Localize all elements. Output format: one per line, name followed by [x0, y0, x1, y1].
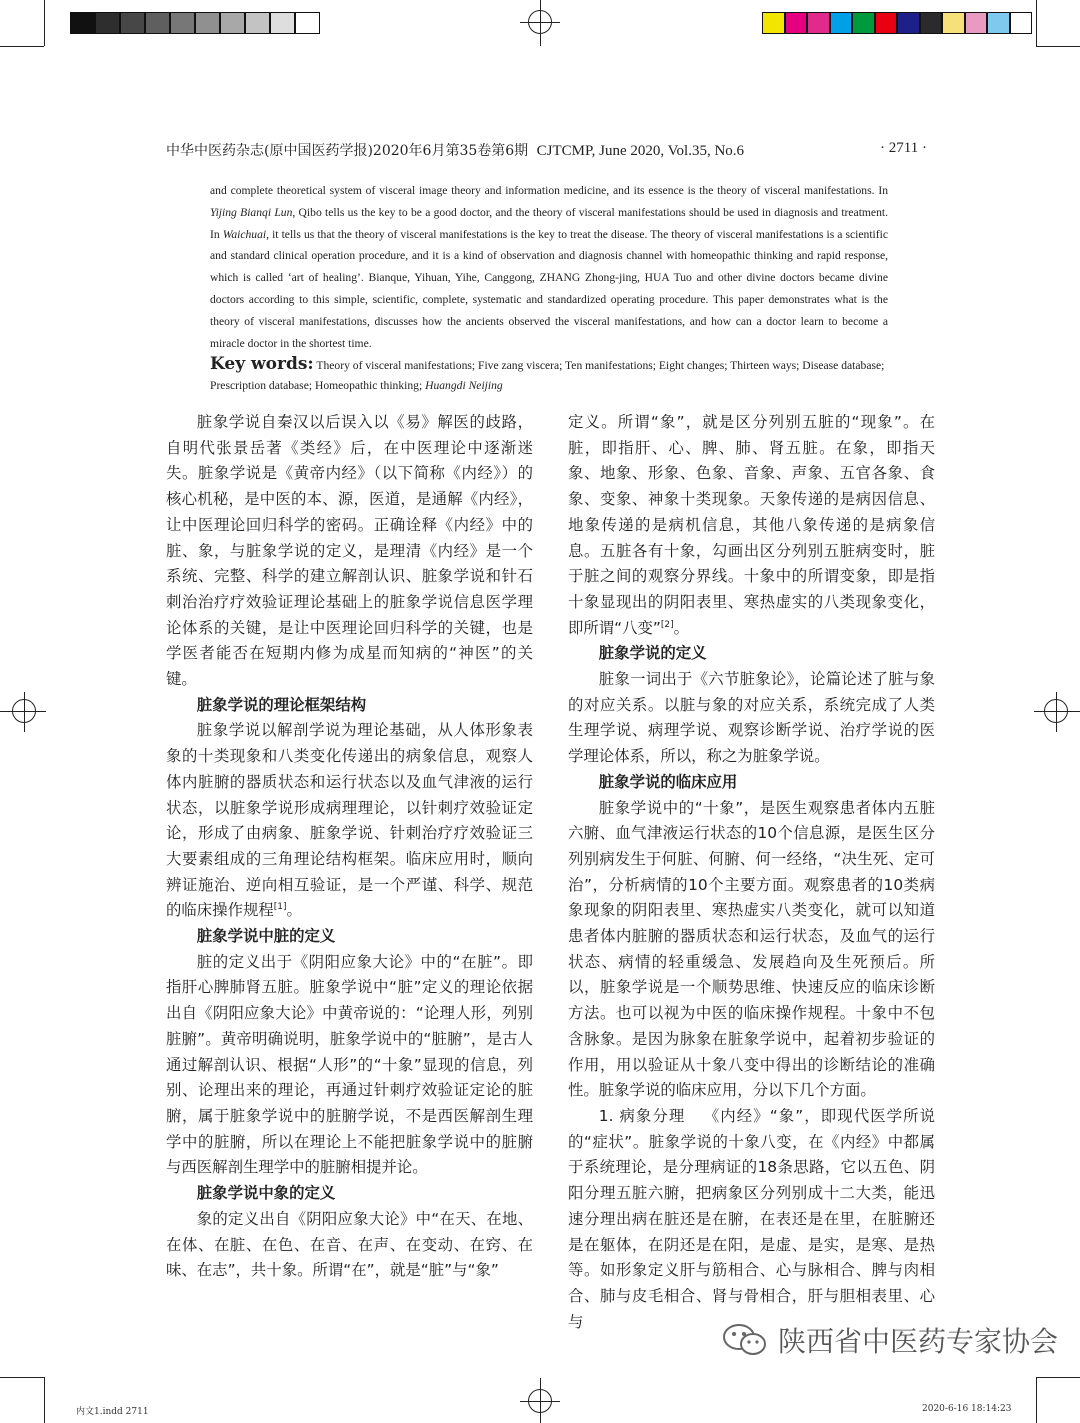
footer-timestamp: 2020-6-16 18:14:23: [922, 1404, 1012, 1414]
right-paragraph-1: [568, 410, 935, 641]
left-column: [166, 410, 533, 1284]
right-paragraph-2: 脏象一词出于《六节脏象论》，论篇论述了脏与象的对应关系。以脏与象的对应关系，系统完成了人类生理学说、病理学说、观察诊断学说、治疗学说的医学理论体系，所以，称之为脏象学说。: [568, 670, 935, 766]
section-heading-xiang-definition: 脏象学说中象的定义: [196, 1184, 336, 1203]
section-heading-clinical: 脏象学说的临床应用: [598, 772, 738, 791]
section-heading-zang-definition: 脏象学说中脏的定义: [196, 927, 336, 946]
color-swatch: [987, 12, 1010, 34]
color-swatch: [897, 12, 920, 34]
left-paragraph-2-text: 脏象学说以解剖学说为理论基础，从人体形象表象的十类现象和八类变化传递出的病象信息，观察人体内脏腑的器质状态和运行状态以及血气津液的运行状态，以脏象学说形成病理理论，以针刺疗效验证定论，形成了由病象、脏象学说、针刺治疗疗效验证三大要素组成的三角理论结构框架。临床应用时，顺向辨证施治、逆向相互验证，是一个严谨、科学、规范的临床操作规程: [166, 721, 533, 920]
keywords-text: Theory of visceral manifestations; Five zang viscera; Ten manifestations; Eight changes; Thirteen ways; Disease database; Prescription database; Homeopathic thinking;: [210, 359, 885, 392]
color-swatch: [830, 12, 853, 34]
abstract-en: [210, 180, 888, 354]
gray-swatch: [245, 12, 270, 34]
page-number: · 2711 ·: [880, 140, 927, 156]
right-paragraph-3: 脏象学说中的“十象”，是医生观察患者体内五脏六腑、血气津液运行状态的10个信息源，是医生区分列别病发生于何脏、何腑、何一经络，“决生死、定可治”，分析病情的10个主要方面。观察患者的10类病象现象的阴阳表里、寒热虚实八类变化，就可以知道患者体内脏腑的器质状态和运行状态，及血气的运行状态、病情的轻重缓急、发展趋向及生死预后。所以，脏象学说是一个顺势思维、快速反应的临床诊断方法。也可以视为中医的临床操作规程。十象中不包含脉象。是因为脉象在脏象学说中，起着初步验证的作用，用以验证从十象八变中得出的诊断结论的准确性。脏象学说的临床应用，分以下几个方面。: [568, 798, 935, 1100]
color-swatch: [875, 12, 898, 34]
abstract-italic2: Waichuai: [222, 227, 267, 241]
left-paragraph-1: 脏象学说自秦汉以后误入以《易》解医的歧路，自明代张景岳著《类经》后，在中医理论中逐渐迷失。脏象学说是《黄帝内经》（以下简称《内经》）的核心机秘，是中医的本、源，医道，是通解《内经》，让中医理论回归科学的密码。正确诠释《内经》中的脏、象，与脏象学说的定义，是理清《内经》是一个系统、完整、科学的建立解剖认识、脏象学说和针石刺治治疗疗效验证理论基础上的脏象学说信息医学理论体系的关键，是让中医理论回归科学的关键，也是学医者能否在短期内修为成星而知病的“神医”的关键。: [166, 413, 533, 689]
right-paragraph-4-text: 《内经》“象”，即现代医学所说的“症状”。脏象学说的十象八变，在《内经》中都属于系统理论，是分理病证的18条思路，它以五色、阴阳分理五脏六腑，把病象区分列别成十二大类，能迅速分理出病在脏还是在腑，在表还是在里，在脏腑还是在躯体，在阴还是在阳，是虚、是实，是寒、是热等。如形象定义肝与筋相合、心与脉相合、脾与肉相合、肺与皮毛相合、肾与骨相合，肝与胆相表里、心与: [568, 1106, 936, 1331]
watermark-text: 陕西省中医药专家协会: [778, 1325, 1059, 1358]
citation-2: [2]: [660, 619, 674, 630]
gray-swatch: [95, 12, 120, 34]
footer-file: 内文1.indd 2711: [76, 1407, 149, 1417]
color-swatch: [807, 12, 830, 34]
color-swatch: [762, 12, 785, 34]
color-swatch: [942, 12, 965, 34]
color-swatch: [965, 12, 988, 34]
right-paragraph-1-text: 定义。所谓“象”，就是区分列别五脏的“现象”。在脏，即指肝、心、脾、肺、肾五脏。在象，即指天象、地象、形象、色象、音象、声象、五官各象、食象、变象、神象十类现象。天象传递的是病因信息、地象传递的是病机信息，其他八象传递的是病象信息。五脏各有十象，勾画出区分列别五脏病变时，脏于脏之间的观察分界线。十象中的所谓变象，即是指十象显现出的阴阳表里、寒热虚实的八类现象变化，即所谓“八变”: [568, 413, 935, 637]
running-header: [166, 140, 744, 160]
section-heading-framework: 脏象学说的理论框架结构: [196, 695, 367, 714]
gray-swatch: [120, 12, 145, 34]
left-paragraph-2: [166, 718, 533, 924]
keywords-label: Key words:: [210, 354, 314, 374]
keywords: [210, 354, 890, 396]
gray-swatch: [195, 12, 220, 34]
wechat-icon: [722, 1323, 768, 1357]
gray-swatch: [270, 12, 295, 34]
gray-swatch: [295, 12, 320, 34]
journal-title-en: CJTCMP, June 2020, Vol.35, No.6: [536, 143, 745, 159]
right-paragraph-1-end: 。: [673, 618, 690, 637]
left-paragraph-4: 象的定义出自《阴阳应象大论》中“在天、在地、在体、在脏、在色、在音、在声、在变动、在窍、在味、在志”，共十象。所谓“在”，就是“脏”与“象”: [166, 1209, 533, 1280]
left-paragraph-2-end: 。: [286, 901, 302, 920]
gray-swatch: [220, 12, 245, 34]
abstract-seg3: , it tells us that the theory of visceral manifestations is the key to treat the disease. The theory of visceral manifestations is a scientific and standard clinical operation procedure, and it is a kind of observation and diagnosis channel with homeopathic thinking and rapid response, which is called ‘art of healing’. Bianque, Yihuan, Yihe, Canggong, ZHANG Zhong-jing, HUA Tuo and other divine doctors became divine doctors according to this simple, scientific, complete, systematic and standardized operating procedure. This paper demonstrates what is the theory of visceral manifestations, discusses how the ancients observed the visceral manifestations, and how can a doctor learn to become a miracle doctor in the shortest time.: [210, 227, 888, 350]
section-heading-definition: 脏象学说的定义: [598, 644, 707, 663]
citation-1: [1]: [273, 902, 287, 913]
color-swatch: [1010, 12, 1033, 34]
item-title: 1. 病象分理: [598, 1106, 686, 1125]
keywords-italic: Huangdi Neijing: [425, 379, 503, 392]
color-swatch: [852, 12, 875, 34]
right-paragraph-4: [568, 1104, 935, 1335]
journal-title: 中华中医药杂志(原中国医药学报)2020年6月第35卷第6期: [166, 143, 529, 159]
gray-swatch: [170, 12, 195, 34]
abstract-italic1: Yijing Bianqi Lun: [210, 205, 293, 219]
color-swatch: [920, 12, 943, 34]
abstract-seg2: , Qibo tells us the key to be a good doctor, and the theory of visceral manifestations should be used in diagnosis and treatment. In: [210, 205, 888, 241]
gray-swatch: [145, 12, 170, 34]
gray-swatch: [70, 12, 95, 34]
watermark: [722, 1320, 1058, 1360]
right-column: [568, 410, 935, 1335]
color-swatch: [785, 12, 808, 34]
abstract-seg1: and complete theoretical system of visceral image theory and information medicine, and its essence is the theory of visceral manifestations. In: [210, 184, 888, 197]
left-paragraph-3: 脏的定义出于《阴阳应象大论》中的“在脏”。即指肝心脾肺肾五脏。脏象学说中“脏”定义的理论依据出自《阴阳应象大论》中黄帝说的：“论理人形，列别脏腑”。黄帝明确说明，脏象学说中的“脏腑”，是古人通过解剖认识、根据“人形”的“十象”显现的信息，列别、论理出来的理论，再通过针刺疗效验证定论的脏腑，属于脏象学说中的脏腑学说，不是西医解剖生理学中的脏腑，所以在理论上不能把脏象学说中的脏腑与西医解剖生理学中的脏腑相提并论。: [166, 952, 533, 1177]
